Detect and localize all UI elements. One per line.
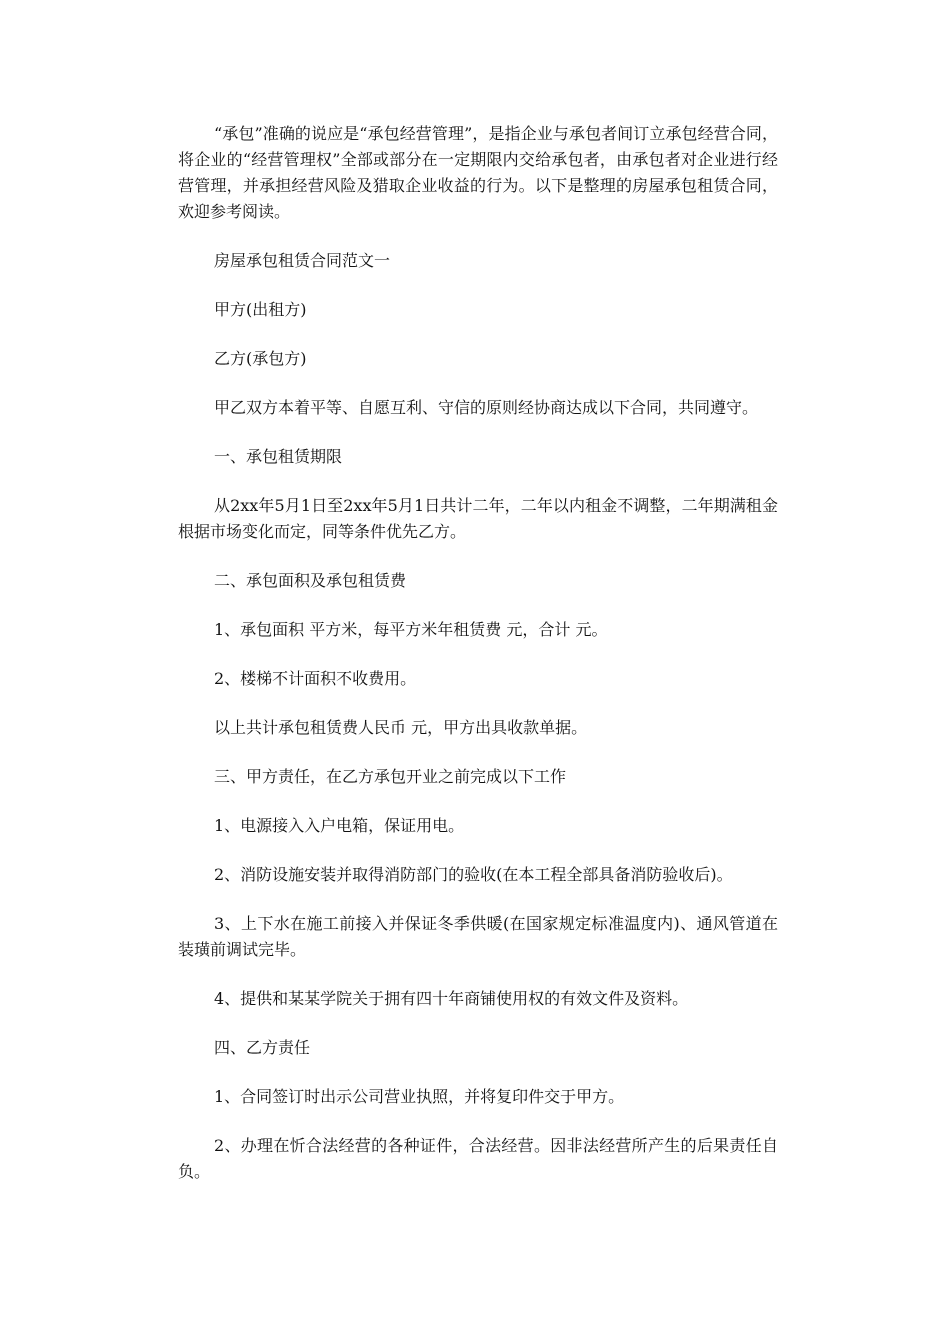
clause-heading-party-a-duties: 三、甲方责任，在乙方承包开业之前完成以下工作 xyxy=(214,767,567,786)
party-b-label: 乙方(承包方) xyxy=(214,349,307,368)
clause-item: 2、消防设施安装并取得消防部门的验收(在本工程全部具备消防验收后)。 xyxy=(214,865,733,884)
agreement-statement: 甲乙双方本着平等、自愿互利、守信的原则经协商达成以下合同，共同遵守。 xyxy=(214,398,759,417)
party-a-label: 甲方(出租方) xyxy=(214,300,307,319)
clause-item: 4、提供和某某学院关于拥有四十年商铺使用权的有效文件及资料。 xyxy=(214,989,689,1008)
clause-item: 2、办理在忻合法经营的各种证件，合法经营。因非法经营所产生的后果责任自负。 xyxy=(178,1136,778,1181)
intro-paragraph: “承包”准确的说应是“承包经营管理”，是指企业与承包者间订立承包经营合同，将企业的“经营管理权”全部或部分在一定期限内交给承包者，由承包者对企业进行经营管理，并承担经营风险及猎取企业收益的行为。以下是整理的房屋承包租赁合同，欢迎参考阅读。 xyxy=(178,124,778,221)
clause-item: 1、承包面积 平方米，每平方米年租赁费 元，合计 元。 xyxy=(214,620,608,639)
clause-item: 3、上下水在施工前接入并保证冬季供暖(在国家规定标准温度内)、通风管道在装璜前调试完毕。 xyxy=(178,914,778,959)
clause-item: 1、电源接入入户电箱，保证用电。 xyxy=(214,816,465,835)
clause-text-total: 以上共计承包租赁费人民币 元，甲方出具收款单据。 xyxy=(214,718,588,737)
section-heading: 房屋承包租赁合同范文一 xyxy=(214,251,391,270)
document-body xyxy=(178,121,778,1208)
clause-heading-area-fee: 二、承包面积及承包租赁费 xyxy=(214,571,407,590)
clause-item: 1、合同签订时出示公司营业执照，并将复印件交于甲方。 xyxy=(214,1087,625,1106)
clause-text-term: 从2xx年5月1日至2xx年5月1日共计二年，二年以内租金不调整，二年期满租金根据市场变化而定，同等条件优先乙方。 xyxy=(178,496,778,541)
clause-item: 2、楼梯不计面积不收费用。 xyxy=(214,669,417,688)
clause-heading-term: 一、承包租赁期限 xyxy=(214,447,343,466)
clause-heading-party-b-duties: 四、乙方责任 xyxy=(214,1038,311,1057)
